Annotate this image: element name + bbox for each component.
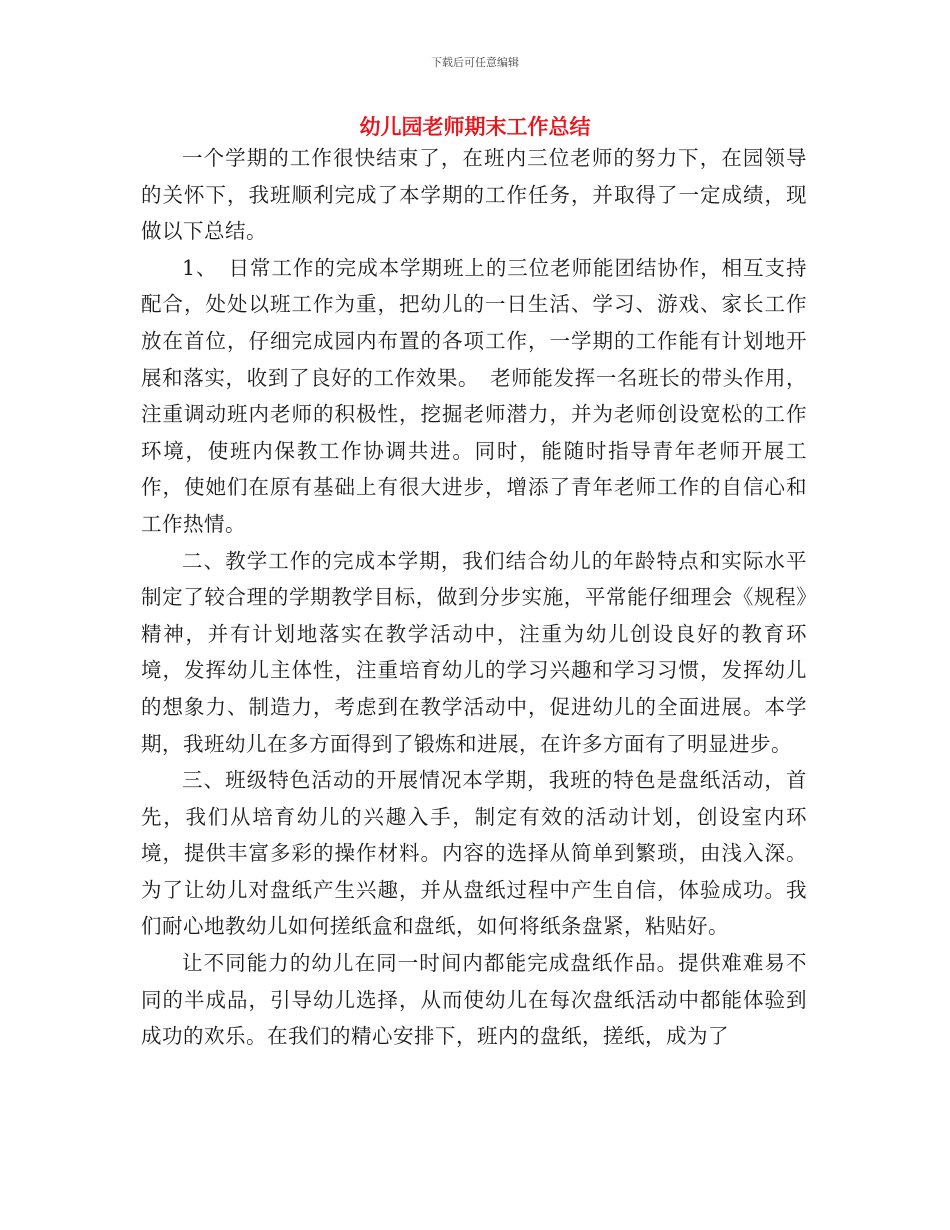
paragraph-intro: 一个学期的工作很快结束了，在班内三位老师的努力下，在园领导的关怀下，我班顺利完成了本学期的工作任务，并取得了一定成绩，现做以下总结。 — [141, 146, 807, 244]
header-note: 下载后可任意编辑 — [431, 56, 519, 69]
paragraph-daily-work: 1、 日常工作的完成本学期班上的三位老师能团结协作，相互支持配合，处处以班工作为重，把幼儿的一日生活、学习、游戏、家长工作放在首位，仔细完成园内布置的各项工作，一学期的工作能有计划地开展和落实，收到了良好的工作效果。 老师能发挥一名班长的带头作用，注重调动班内老师的积极性，挖掘老师潜力，并为老师创设宽松的工作环境，使班内保教工作协调共进。同时，能随时指导青年老师开展工作，使她们在原有基础上有很大进步，增添了青年老师工作的自信心和工作热情。 — [141, 255, 807, 536]
paragraph-teaching-work: 二、教学工作的完成本学期，我们结合幼儿的年龄特点和实际水平制定了较合理的学期教学目标，做到分步实施，平常能仔细理会《规程》精神，并有计划地落实在教学活动中，注重为幼儿创设良好的教育环境，发挥幼儿主体性，注重培育幼儿的学习兴趣和学习习惯，发挥幼儿的想象力、制造力，考虑到在教学活动中，促进幼儿的全面进展。本学期，我班幼儿在多方面得到了锻炼和进展，在许多方面有了明显进步。 — [141, 548, 807, 756]
document-title: 幼儿园老师期末工作总结 — [359, 115, 591, 139]
paragraph-continuation: 让不同能力的幼儿在同一时间内都能完成盘纸作品。提供难难易不同的半成品，引导幼儿选择，从而使幼儿在每次盘纸活动中都能体验到成功的欢乐。在我们的精心安排下，班内的盘纸，搓纸，成为了 — [141, 951, 807, 1049]
document-body — [141, 140, 807, 1055]
paragraph-special-activities: 三、班级特色活动的开展情况本学期，我班的特色是盘纸活动，首先，我们从培育幼儿的兴趣入手，制定有效的活动计划，创设室内环境，提供丰富多彩的操作材料。内容的选择从简单到繁琐，由浅入深。为了让幼儿对盘纸产生兴趣，并从盘纸过程中产生自信，体验成功。我们耐心地教幼儿如何搓纸盒和盘纸，如何将纸条盘紧，粘贴好。 — [141, 768, 807, 939]
